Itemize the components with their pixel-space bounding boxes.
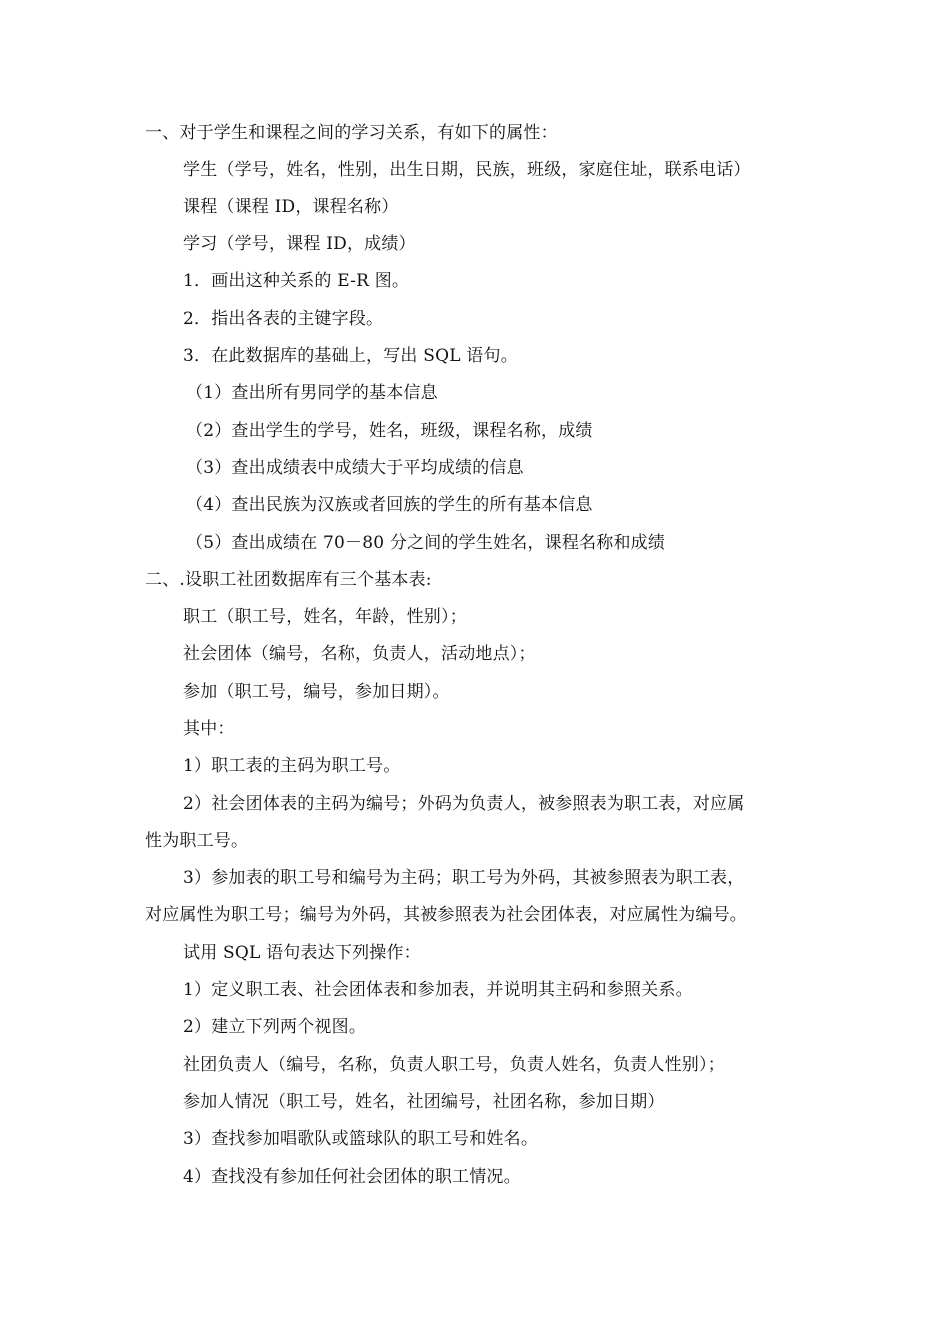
question-2: 2．指出各表的主键字段。 [183, 309, 384, 329]
question-1: 1．画出这种关系的 E-R 图。 [183, 271, 410, 291]
section1-heading: 一、对于学生和课程之间的学习关系，有如下的属性： [145, 123, 558, 143]
sql-item-4: （4）查出民族为汉族或者回族的学生的所有基本信息 [186, 495, 593, 515]
table-society: 社会团体（编号，名称，负责人，活动地点）； [183, 644, 536, 664]
view-2: 参加人情况（职工号，姓名，社团编号，社团名称，参加日期） [183, 1092, 665, 1112]
try-sql-label: 试用 SQL 语句表达下列操作： [183, 943, 421, 963]
key-2-line2: 性为职工号。 [145, 831, 249, 851]
sql-item-3: （3）查出成绩表中成绩大于平均成绩的信息 [186, 458, 524, 478]
key-2-line1: 2）社会团体表的主码为编号；外码为负责人，被参照表为职工表，对应属 [183, 794, 745, 814]
view-1: 社团负责人（编号，名称，负责人职工号，负责人姓名，负责人性别）； [183, 1055, 725, 1075]
question-3: 3．在此数据库的基础上，写出 SQL 语句。 [183, 346, 518, 366]
sql-item-1: （1）查出所有男同学的基本信息 [186, 383, 438, 403]
entity-study: 学习（学号，课程 ID，成绩） [183, 234, 416, 254]
sql-item-2: （2）查出学生的学号，姓名，班级，课程名称，成绩 [186, 421, 593, 441]
table-join: 参加（职工号，编号，参加日期）。 [183, 682, 450, 702]
key-1: 1）职工表的主码为职工号。 [183, 756, 401, 776]
table-employee: 职工（职工号，姓名，年龄，性别）； [183, 607, 467, 627]
op-1: 1）定义职工表、社会团体表和参加表，并说明其主码和参照关系。 [183, 980, 693, 1000]
entity-course: 课程（课程 ID，课程名称） [183, 197, 399, 217]
op-4: 4）查找没有参加任何社会团体的职工情况。 [183, 1167, 521, 1187]
among-label: 其中： [183, 719, 235, 739]
entity-student: 学生（学号，姓名，性别，出生日期，民族，班级，家庭住址，联系电话） [183, 160, 751, 180]
key-3-line2: 对应属性为职工号；编号为外码，其被参照表为社会团体表，对应属性为编号。 [145, 905, 747, 925]
section2-heading: 二、.设职工社团数据库有三个基本表: [145, 570, 432, 590]
op-2: 2）建立下列两个视图。 [183, 1017, 367, 1037]
key-3-line1: 3）参加表的职工号和编号为主码；职工号为外码，其被参照表为职工表， [183, 868, 745, 888]
op-3: 3）查找参加唱歌队或篮球队的职工号和姓名。 [183, 1129, 539, 1149]
sql-item-5: （5）查出成绩在 70－80 分之间的学生姓名，课程名称和成绩 [186, 533, 666, 553]
